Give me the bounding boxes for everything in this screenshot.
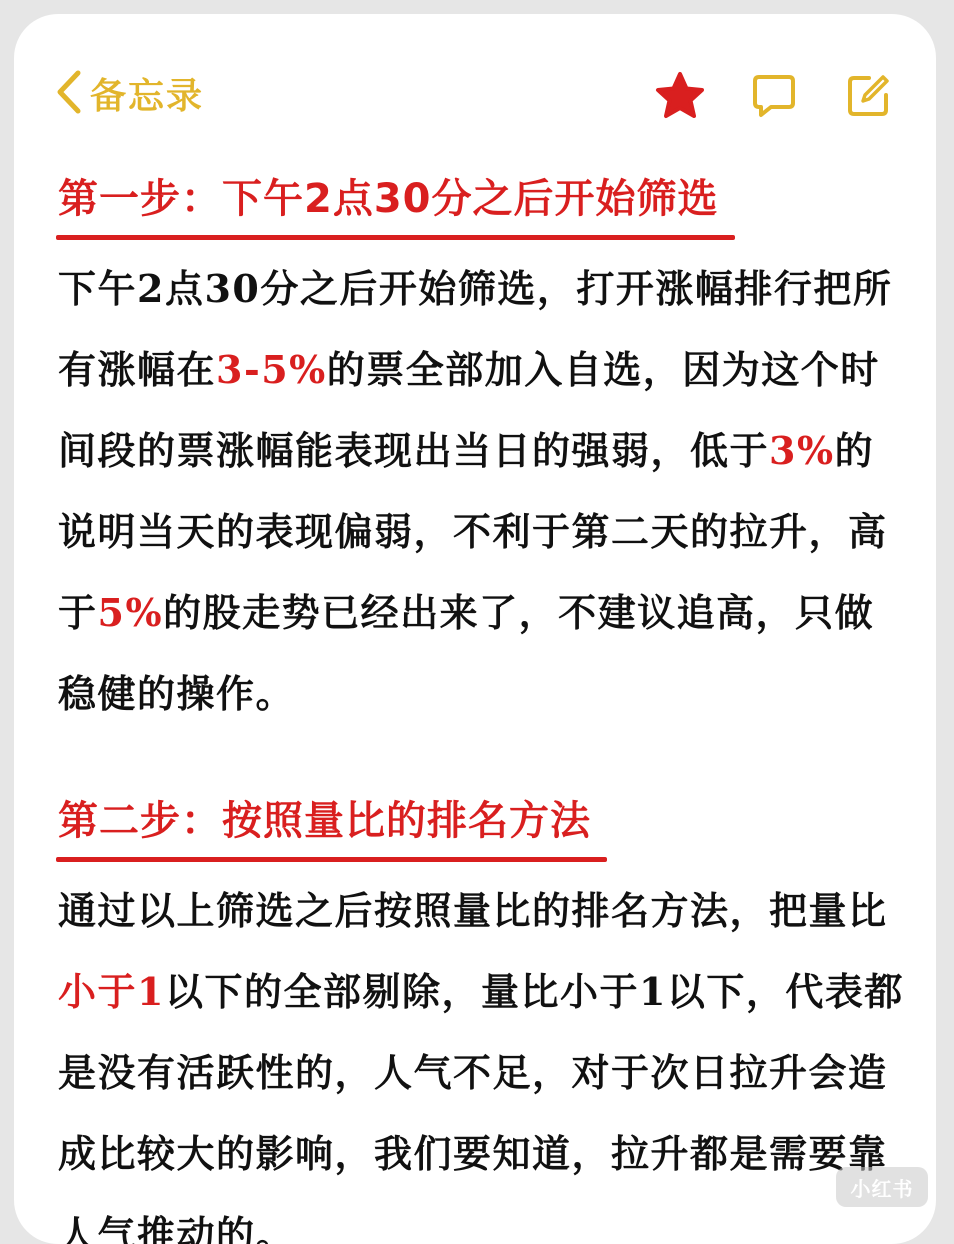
watermark-text: 小红书 bbox=[851, 1173, 914, 1202]
section-step-one bbox=[58, 164, 908, 734]
body-text: 的股走势已经出来了，不建议追高，只做稳健的操作。 bbox=[58, 590, 874, 716]
watermark-logo bbox=[836, 1167, 928, 1207]
body-text: 以下的全部剔除，量比小于1以下，代表都是没有活跃性的，人气不足，对于次日拉升会造成比较大的影响，我们要知道，拉升都是需要靠人气推动的。 bbox=[58, 969, 904, 1244]
body-text: 的说明当天的表现偏弱，不利于第二天的拉升，高于 bbox=[58, 428, 888, 635]
step-one-heading: 第一步：下午2点30分之后开始筛选 bbox=[58, 164, 735, 234]
favorite-button[interactable] bbox=[652, 70, 708, 126]
note-content bbox=[58, 164, 908, 1244]
highlight-text: 小于1 bbox=[58, 969, 165, 1014]
top-bar bbox=[14, 14, 936, 164]
comment-button[interactable] bbox=[746, 70, 802, 126]
highlight-text: 3% bbox=[769, 428, 835, 473]
body-text: 下午2点30分之后开始筛选，打开涨幅排行把所有涨幅在 bbox=[58, 266, 892, 392]
body-text: 的票全部加入自选，因为这个时间段的票涨幅能表现出当日的强弱，低于 bbox=[58, 347, 880, 473]
chevron-left-icon bbox=[54, 69, 84, 119]
highlight-text: 3-5% bbox=[216, 347, 327, 392]
toolbar-actions bbox=[652, 70, 896, 126]
edit-icon bbox=[845, 73, 891, 123]
step-two-body bbox=[58, 870, 908, 1244]
step-one-body bbox=[58, 248, 908, 734]
comment-icon bbox=[751, 72, 797, 124]
edit-button[interactable] bbox=[840, 70, 896, 126]
section-step-two bbox=[58, 786, 908, 1244]
star-icon bbox=[654, 71, 706, 125]
back-button[interactable] bbox=[54, 68, 204, 119]
back-label: 备忘录 bbox=[90, 68, 204, 119]
body-text: 通过以上筛选之后按照量比的排名方法，把量比 bbox=[58, 888, 888, 933]
note-page bbox=[14, 14, 936, 1244]
highlight-text: 5% bbox=[98, 590, 164, 635]
step-two-heading: 第二步：按照量比的排名方法 bbox=[58, 786, 607, 856]
